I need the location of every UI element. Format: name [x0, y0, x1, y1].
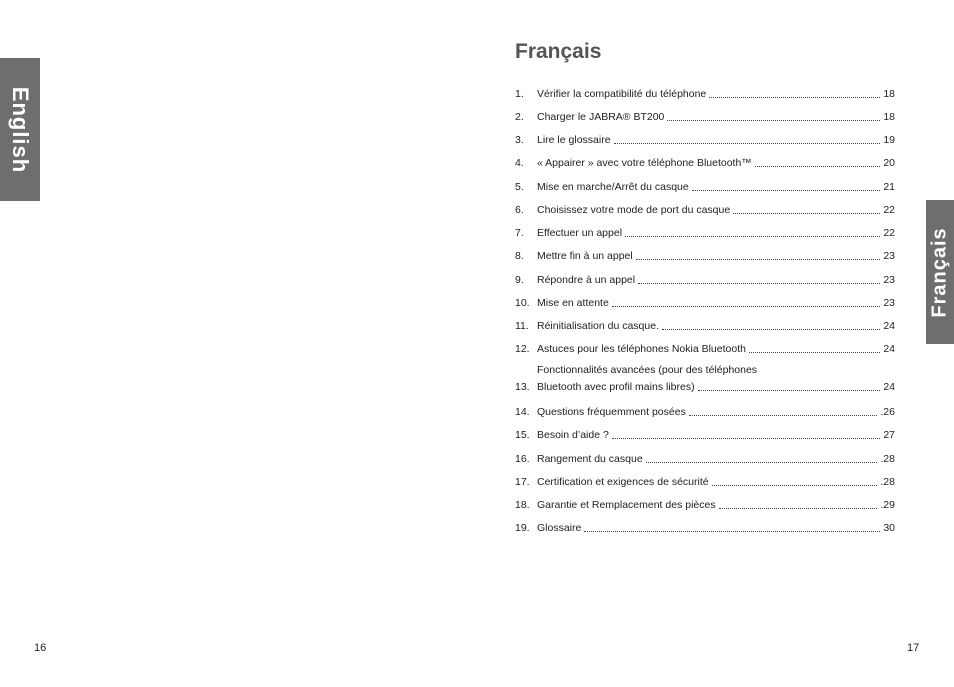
- toc-entry-title: Mise en marche/Arrêt du casque: [537, 181, 689, 193]
- toc-entry-title: Bluetooth avec profil mains libres): [537, 381, 695, 393]
- toc-entry-title: Mettre fin à un appel: [537, 250, 633, 262]
- toc-entry-title: Réinitialisation du casque.: [537, 320, 659, 332]
- toc-entry-page: 19: [883, 134, 895, 146]
- francais-tab-label: Français: [928, 226, 951, 318]
- toc-entry: [515, 405, 895, 419]
- toc-entry-page: 24: [883, 343, 895, 355]
- english-section-tab: [0, 58, 40, 201]
- toc-entry-title: Glossaire: [537, 522, 582, 534]
- toc-entry-title: Rangement du casque: [537, 453, 643, 465]
- toc-dot-leader: [638, 282, 880, 284]
- toc-entry: [515, 521, 895, 535]
- toc-dot-leader: [636, 258, 881, 260]
- toc-entry-number: 11.: [515, 320, 529, 332]
- toc-entry-page: 24: [883, 381, 895, 393]
- toc-entry: [515, 273, 895, 287]
- toc-entry-number: 6.: [515, 204, 524, 216]
- toc-entry: [515, 133, 895, 147]
- toc-entry-number: 1.: [515, 88, 524, 100]
- toc-dot-leader: [712, 484, 878, 486]
- toc-entry: [515, 498, 895, 512]
- toc-entry-page: 24: [883, 320, 895, 332]
- toc-dot-leader: [625, 235, 880, 237]
- toc-entry-number: 2.: [515, 111, 524, 123]
- toc-entry-number: 19.: [515, 522, 530, 534]
- toc-entry-title: Fonctionnalités avancées (pour des téléphones: [537, 364, 758, 376]
- toc-entry-page: 22: [883, 204, 895, 216]
- toc-dot-leader: [709, 96, 880, 98]
- toc-entry-title: Astuces pour les téléphones Nokia Bluetooth: [537, 343, 746, 355]
- toc-entry-number: 3.: [515, 134, 524, 146]
- toc-entry-page: 18: [883, 88, 895, 100]
- toc-entry: [515, 249, 895, 263]
- toc-dot-leader: [733, 212, 880, 214]
- toc-entry-page: 21: [883, 181, 895, 193]
- toc-entry: [515, 180, 895, 194]
- toc-entry-page: 27: [883, 429, 895, 441]
- toc-dot-leader: [612, 437, 881, 439]
- toc-entry-page: 20: [883, 157, 895, 169]
- toc-entry-number: 10.: [515, 297, 530, 309]
- toc-entry: [515, 342, 895, 356]
- toc-entry: [515, 110, 895, 124]
- toc-entry-number: 14.: [515, 406, 530, 418]
- toc-entry: [515, 203, 895, 217]
- toc-entry-title: Vérifier la compatibilité du téléphone: [537, 88, 707, 100]
- toc-entry-page: 23: [883, 250, 895, 262]
- toc-entry: [515, 452, 895, 466]
- toc-entry-page: .29: [880, 499, 895, 511]
- toc-entry-number: 17.: [515, 476, 530, 488]
- toc-entry-number: 8.: [515, 250, 524, 262]
- toc-entry-number: 18.: [515, 499, 530, 511]
- toc-dot-leader: [689, 414, 878, 416]
- toc-dot-leader: [614, 142, 881, 144]
- toc-dot-leader: [719, 507, 878, 509]
- toc-entry-title: Certification et exigences de sécurité: [537, 476, 709, 488]
- toc-entry: [515, 428, 895, 442]
- toc-entry: [515, 296, 895, 310]
- toc-entry-number: 12.: [515, 343, 530, 355]
- toc-entry: [515, 319, 895, 333]
- francais-section-tab: [926, 200, 954, 344]
- toc-entry: [515, 226, 895, 240]
- toc-entry: [515, 363, 895, 394]
- toc-entry-title: Mise en attente: [537, 297, 609, 309]
- toc-entry-page: 18: [883, 111, 895, 123]
- toc-entry-title: Répondre à un appel: [537, 274, 636, 286]
- toc-entry: [515, 475, 895, 489]
- toc-entry-page: 30: [883, 522, 895, 534]
- toc-dot-leader: [584, 530, 880, 532]
- toc-dot-leader: [692, 189, 881, 191]
- toc-entry-number: 13.: [515, 381, 530, 393]
- toc-entry-page: .26: [880, 406, 895, 418]
- toc-entry-page: .28: [880, 453, 895, 465]
- toc-entry: [515, 87, 895, 101]
- toc-dot-leader: [667, 119, 880, 121]
- toc-entry-title: Besoin d’aide ?: [537, 429, 609, 441]
- toc-dot-leader: [646, 461, 878, 463]
- toc-dot-leader: [612, 305, 881, 307]
- toc-dot-leader: [662, 328, 880, 330]
- toc-entry-number: 9.: [515, 274, 524, 286]
- toc-entry-title: Garantie et Remplacement des pièces: [537, 499, 716, 511]
- english-tab-label: English: [8, 86, 34, 173]
- left-page-number: 16: [34, 642, 47, 654]
- toc-dot-leader: [749, 351, 880, 353]
- toc-entry-number: 5.: [515, 181, 524, 193]
- toc-entry-title: « Appairer » avec votre téléphone Bluetooth™: [537, 157, 752, 169]
- toc-entry-title: Charger le JABRA® BT200: [537, 111, 665, 123]
- toc-dot-leader: [755, 165, 881, 167]
- toc-entry-page: 23: [883, 297, 895, 309]
- toc-entry-page: 23: [883, 274, 895, 286]
- toc-entry-title: Questions fréquemment posées: [537, 406, 686, 418]
- toc-entry-title: Choisissez votre mode de port du casque: [537, 204, 731, 216]
- toc-entry-page: .28: [880, 476, 895, 488]
- toc-entry-title: Effectuer un appel: [537, 227, 623, 239]
- toc-entry-page: 22: [883, 227, 895, 239]
- toc-entry-number: 7.: [515, 227, 524, 239]
- toc-entry-number: 15.: [515, 429, 530, 441]
- toc-entry-number: 16.: [515, 453, 530, 465]
- toc-entry-number: 4.: [515, 157, 524, 169]
- toc-entry: [515, 156, 895, 170]
- toc-entry-title: Lire le glossaire: [537, 134, 611, 146]
- toc-dot-leader: [698, 389, 881, 391]
- page-title: Français: [515, 40, 602, 63]
- right-page-number: 17: [907, 642, 920, 654]
